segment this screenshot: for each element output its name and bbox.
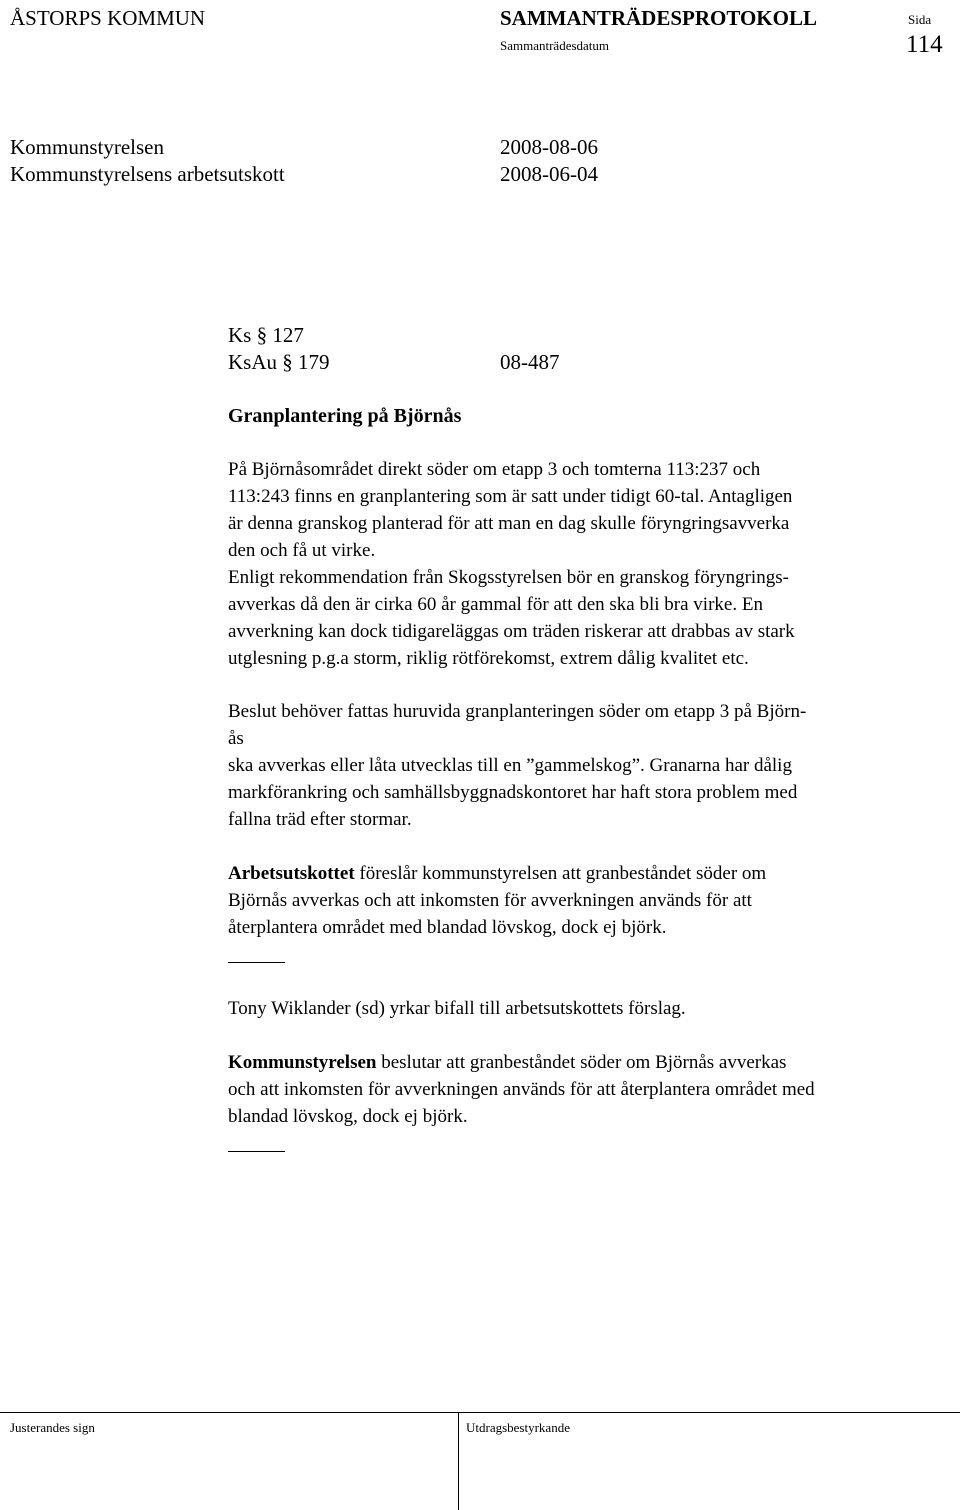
adjusters-sign-label: Justerandes sign [10,1420,95,1435]
text-line: avverkning kan dock tidigareläggas om träden riskerar att drabbas av stark [228,621,795,642]
text-line [228,860,948,887]
text-line: fallna träd efter stormar. [228,809,412,830]
text-line: markförankring och samhällsbyggnadskontoret har haft stora problem med [228,782,798,803]
separator-rule [228,1151,285,1152]
separator-rule [228,962,285,963]
footer-divider [458,1412,459,1510]
text-span: föreslår kommunstyrelsen att granbeståndet söder om [354,863,767,884]
municipality-name: ÅSTORPS KOMMUN [10,6,206,30]
section-title: Granplantering på Björnås [228,405,462,427]
paragraph-decision-needed [228,698,948,833]
body-name: Kommunstyrelsen [10,135,164,159]
diary-number: 08-487 [500,350,560,374]
ksau-reference: KsAu § 179 [228,350,330,374]
text-line: och att inkomsten för avverkningen används för att återplantera området med [228,1079,815,1100]
paragraph-background [228,456,948,672]
text-line: blandad lövskog, dock ej björk. [228,1106,468,1127]
text-line: Enligt rekommendation från Skogsstyrelsen bör en granskog föryngrings- [228,567,789,588]
text-line: är denna granskog planterad för att man en dag skulle föryngringsavverka [228,513,790,534]
extract-certified-label: Utdragsbestyrkande [466,1420,570,1435]
text-span: beslutar att granbeståndet söder om Björnås avverkas [376,1052,787,1073]
ks-reference: Ks § 127 [228,323,304,347]
au-label: Arbetsutskottet [228,863,355,884]
footer-rule [0,1412,960,1413]
text-line: den och få ut virke. [228,540,376,561]
body-name: Kommunstyrelsens arbetsutskott [10,162,285,186]
text-line: ås [228,728,244,749]
text-line: 113:243 finns en granplantering som är satt under tidigt 60-tal. Antagligen [228,486,793,507]
ks-label: Kommunstyrelsen [228,1052,377,1073]
page-label: Sida [908,12,932,27]
text-line: Tony Wiklander (sd) yrkar bifall till arbetsutskottets förslag. [228,998,686,1019]
body-date: 2008-06-04 [500,162,598,186]
text-line: utglesning p.g.a storm, riklig rötförekomst, extrem dålig kvalitet etc. [228,648,749,669]
paragraph-motion [228,995,948,1022]
body-date: 2008-08-06 [500,135,598,159]
text-line: återplantera området med blandad lövskog, dock ej björk. [228,917,667,938]
text-line: På Björnåsområdet direkt söder om etapp 3 och tomterna 113:237 och [228,459,761,480]
paragraph-decision [228,1049,948,1130]
text-line: ska avverkas eller låta utvecklas till en ”gammelskog”. Granarna har dålig [228,755,792,776]
page-number: 114 [906,31,943,58]
paragraph-au-proposal [228,860,948,941]
text-line: Björnås avverkas och att inkomsten för avverkningen används för att [228,890,752,911]
meeting-date-label: Sammanträdesdatum [500,38,610,53]
text-line: avverkas då den är cirka 60 år gammal för att den ska bli bra virke. En [228,594,763,615]
document-type: SAMMANTRÄDESPROTOKOLL [500,6,817,30]
text-line [228,1049,948,1076]
text-line: Beslut behöver fattas huruvida granplanteringen söder om etapp 3 på Björn- [228,701,807,722]
